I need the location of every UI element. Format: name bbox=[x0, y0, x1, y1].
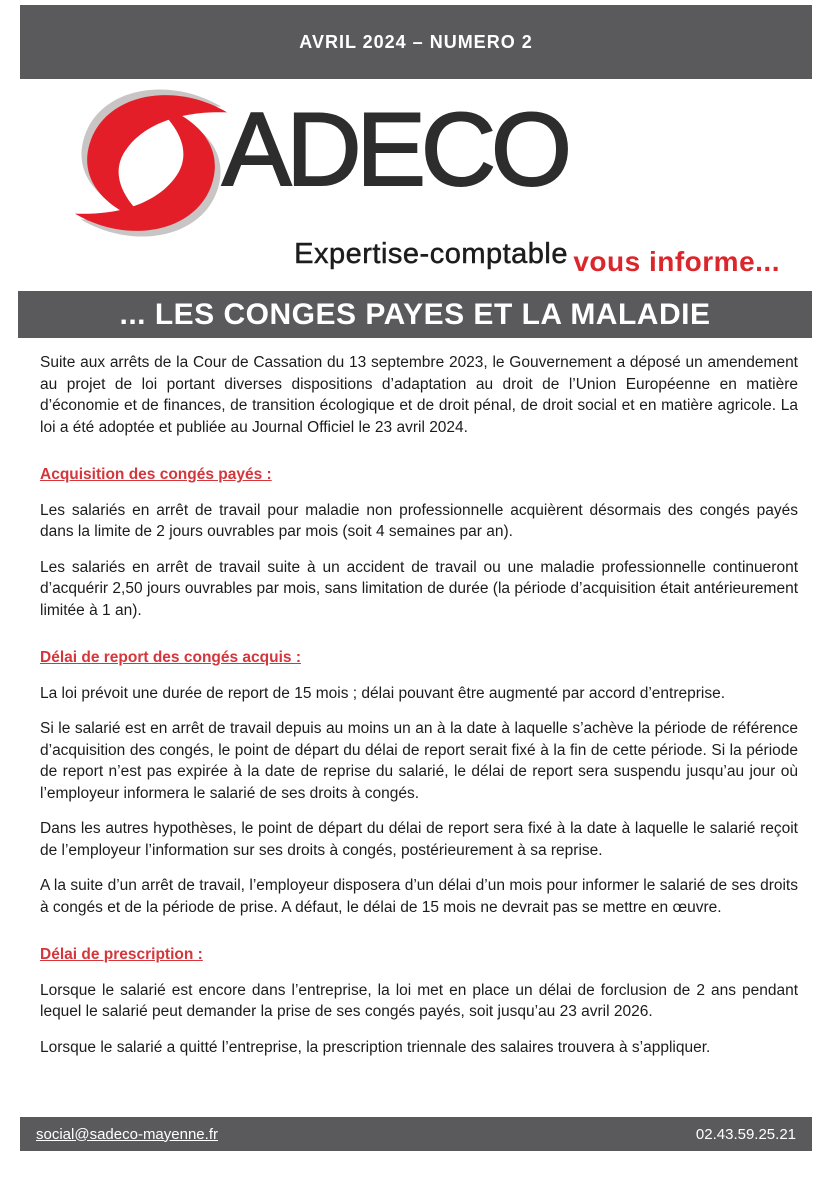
section-heading-report: Délai de report des congés acquis : bbox=[40, 649, 301, 666]
paragraph: Les salariés en arrêt de travail suite à un accident de travail ou une maladie professionnelle continueront d’acquérir 2,50 jours ouvrables par mois, sans limitation de durée (la période d’acquisition était antérieurement limitée à 1 an). bbox=[40, 558, 798, 619]
sadeco-logo bbox=[70, 88, 570, 271]
intro-paragraph: Suite aux arrêts de la Cour de Cassation du 13 septembre 2023, le Gouvernement a déposé un amendement au projet de loi portant diverses dispositions d’adaptation au droit de l’Union Européenne en matière d’économie et de finances, de transition écologique et de droit pénal, de droit social et en matière agricole. La loi a été adoptée et publiée au Journal Officiel le 23 avril 2024. bbox=[40, 354, 798, 436]
section-heading-prescription: Délai de prescription : bbox=[40, 946, 203, 963]
headline-text: ... LES CONGES PAYES ET LA MALADIE bbox=[119, 297, 711, 331]
paragraph: A la suite d’un arrêt de travail, l’employeur disposera d’un délai d’un mois pour informer le salarié de ses droits à congés et de la période de prise. A défaut, le délai de 15 mois ne devrait pas se mettre en œuvre. bbox=[40, 877, 798, 916]
paragraph: Lorsque le salarié a quitté l’entreprise, la prescription triennale des salaires trouvera à s’appliquer. bbox=[40, 1038, 711, 1056]
logo-subtitle: Expertise-comptable bbox=[294, 238, 568, 270]
paragraph: Les salariés en arrêt de travail pour maladie non professionnelle acquièrent désormais des congés payés dans la limite de 2 jours ouvrables par mois (soit 4 semaines par an). bbox=[40, 501, 798, 540]
headline-banner bbox=[18, 291, 812, 338]
paragraph: Si le salarié est en arrêt de travail depuis au moins un an à la date à laquelle s’achève la période de référence d’acquisition des congés, le point de départ du délai de report serait fixé à la fin de cette période. Si la période de report n’est pas expirée à la date de reprise du salarié, le délai de report sera suspendu jusqu’au jour où l’employeur informera le salarié de ses droits à congés. bbox=[40, 720, 798, 802]
paragraph: Dans les autres hypothèses, le point de départ du délai de report sera fixé à la date à laquelle le salarié reçoit de l’employeur l’information sur ses droits à congés, postérieurement à sa reprise. bbox=[40, 820, 798, 859]
vous-informe-tagline: vous informe... bbox=[573, 246, 780, 277]
sadeco-s-swoosh-icon bbox=[70, 88, 232, 238]
article-body bbox=[40, 352, 798, 1072]
logo-wordmark: ADECO bbox=[222, 92, 567, 208]
logo-row bbox=[70, 88, 570, 238]
issue-banner bbox=[20, 5, 812, 79]
issue-label: AVRIL 2024 – NUMERO 2 bbox=[299, 31, 533, 52]
section-heading-acquisition: Acquisition des congés payés : bbox=[40, 466, 272, 483]
footer-phone: 02.43.59.25.21 bbox=[695, 1125, 796, 1143]
footer bbox=[20, 1117, 812, 1151]
footer-email-link[interactable]: social@sadeco-mayenne.fr bbox=[36, 1125, 218, 1143]
paragraph: La loi prévoit une durée de report de 15 mois ; délai pouvant être augmenté par accord d’entreprise. bbox=[40, 684, 726, 702]
paragraph: Lorsque le salarié est encore dans l’entreprise, la loi met en place un délai de forclusion de 2 ans pendant lequel le salarié peut demander la prise de ses congés payés, soit jusqu’au 23 avril 2026. bbox=[40, 981, 798, 1020]
